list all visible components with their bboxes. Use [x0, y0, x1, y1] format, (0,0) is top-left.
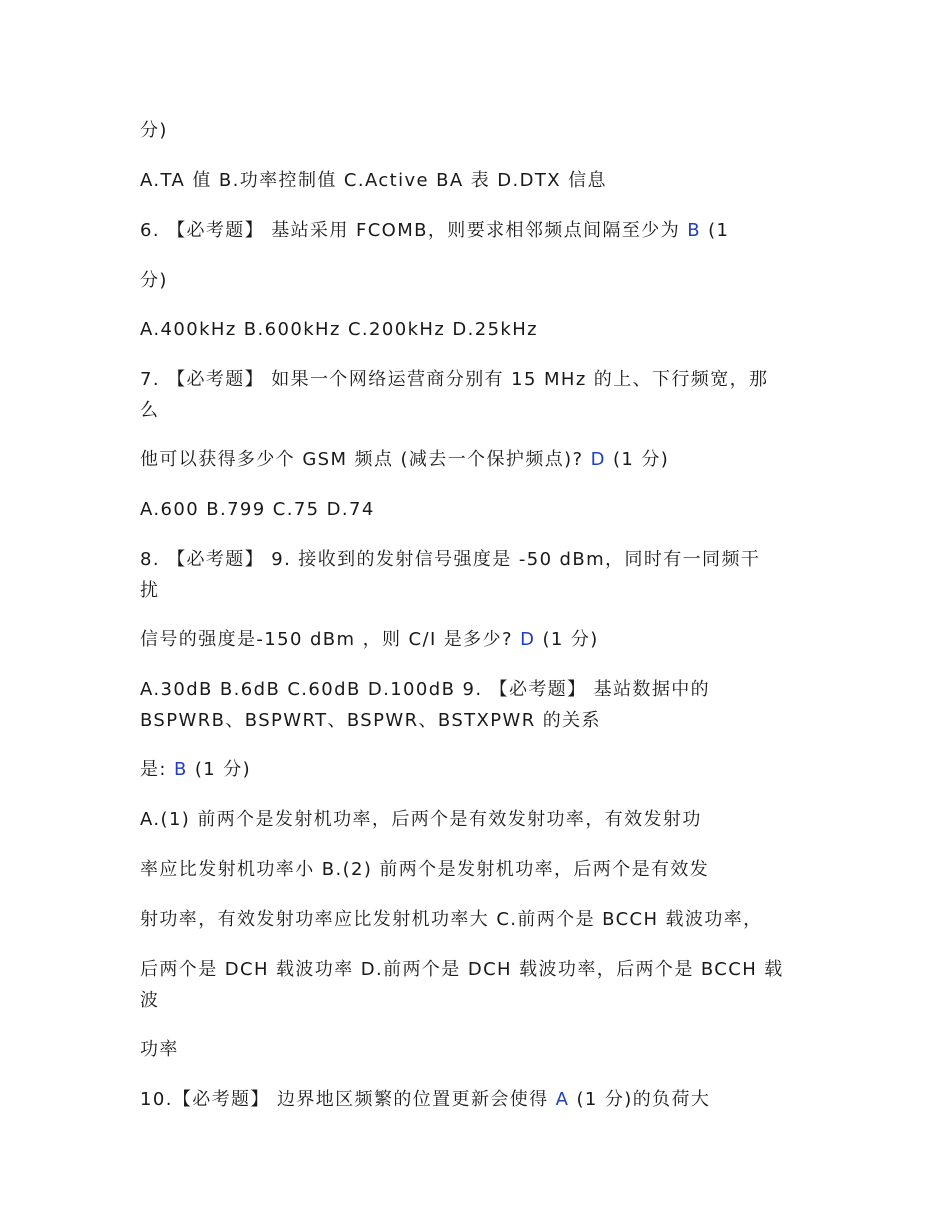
score-text: (1 分): [605, 449, 670, 470]
question-9-cont: [140, 758, 251, 782]
question-6-line: [140, 219, 729, 243]
question-10-line: [140, 1088, 710, 1112]
options-line: A.600 B.799 C.75 D.74: [140, 499, 375, 520]
question-9-line: BSPWRB、BSPWRT、BSPWR、BSTXPWR 的关系: [140, 710, 601, 731]
text-line: 波: [140, 990, 160, 1011]
answer-letter: D: [590, 449, 606, 470]
options-line: A.400kHz B.600kHz C.200kHz D.25kHz: [140, 319, 539, 340]
options-line: A.30dB B.6dB C.60dB D.100dB 9. 【必考题】 基站数据中的: [140, 679, 711, 700]
text-line: 分): [140, 120, 168, 141]
options-line: A.(1) 前两个是发射机功率，后两个是有效发射功率，有效发射功: [140, 809, 702, 830]
question-8-line: 8. 【必考题】 9. 接收到的发射信号强度是 -50 dBm，同时有一同频干: [140, 549, 761, 570]
question-7-line: 7. 【必考题】 如果一个网络运营商分别有 15 MHz 的上、下行频宽，那: [140, 369, 769, 390]
answer-letter: A: [555, 1089, 570, 1110]
question-text: 6. 【必考题】 基站采用 FCOMB，则要求相邻频点间隔至少为: [140, 220, 688, 241]
text-line: 扰: [140, 580, 160, 601]
text-line: 么: [140, 400, 160, 421]
options-line: 后两个是 DCH 载波功率 D.前两个是 DCH 载波功率，后两个是 BCCH 载: [140, 959, 784, 980]
text-line: 功率: [140, 1039, 179, 1060]
score-text: (1: [700, 220, 730, 241]
question-text: 10.【必考题】 边界地区频繁的位置更新会使得: [140, 1089, 556, 1110]
score-text: (1 分): [187, 759, 252, 780]
answer-letter: B: [174, 759, 188, 780]
question-7-cont: [140, 448, 669, 472]
score-text: (1 分)的负荷大: [569, 1089, 711, 1110]
options-line: 率应比发射机功率小 B.(2) 前两个是发射机功率，后两个是有效发: [140, 859, 710, 880]
answer-letter: D: [520, 629, 536, 650]
options-line: 射功率，有效发射功率应比发射机功率大 C.前两个是 BCCH 载波功率，: [140, 909, 763, 930]
question-8-cont: [140, 628, 599, 652]
question-text: 是:: [140, 759, 174, 780]
question-text: 信号的强度是-150 dBm ，则 C/I 是多少?: [140, 629, 521, 650]
question-text: 他可以获得多少个 GSM 频点 (减去一个保护频点)?: [140, 449, 591, 470]
score-text: (1 分): [535, 629, 599, 650]
text-line: A.TA 值 B.功率控制值 C.Active BA 表 D.DTX 信息: [140, 170, 607, 191]
text-line: 分): [140, 270, 168, 291]
answer-letter: B: [687, 220, 701, 241]
